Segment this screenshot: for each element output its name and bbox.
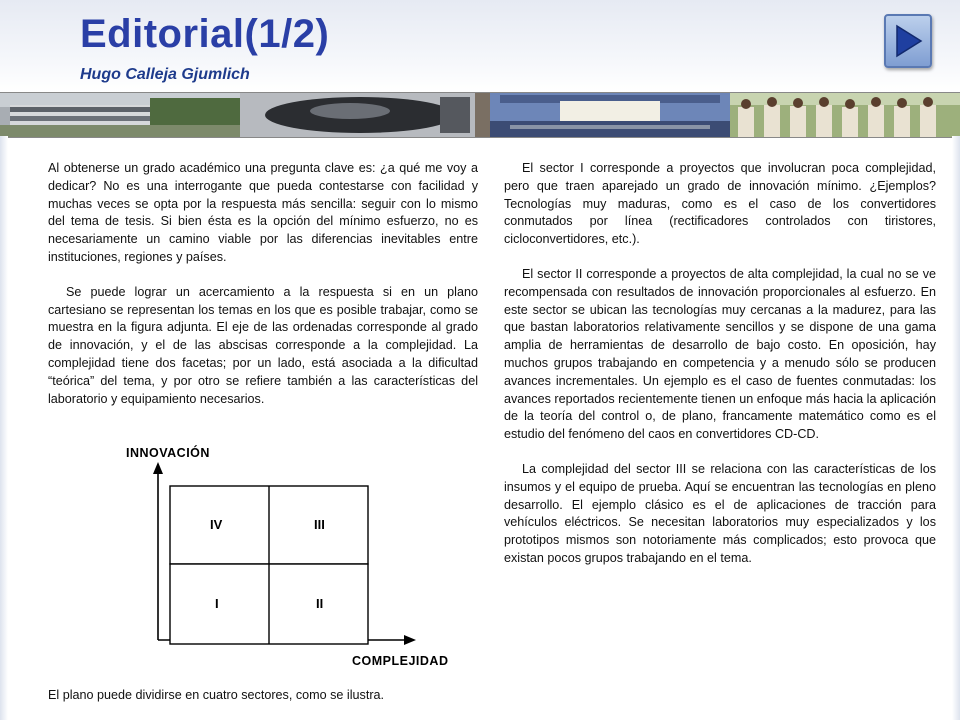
group-photo [730,93,960,137]
y-axis-label: INNOVACIÓN [126,446,210,460]
quadrant-ii: II [316,596,324,611]
right-page-shade [952,136,960,720]
right-column [504,160,936,568]
next-slide-button[interactable] [884,14,932,68]
innovation-complexity-diagram [110,444,470,674]
left-column [48,160,478,408]
quadrant-iv: IV [210,517,223,532]
quadrant-iii: III [314,517,325,532]
quadrant-i: I [215,596,219,611]
sector-i-paragraph: El sector I corresponde a proyectos que involucran poca complejidad, pero que traen aparejado un grado de innovación mínimo. ¿Ejemplos? Tecnologías muy maduras, como es el caso de los convertidores conmutados por línea (rectificadores controlados con tiristores, cicloconvertidores, etc.). [504,161,936,247]
sector-ii-paragraph: El sector II corresponde a proyectos de alta complejidad, la cual no se ve recompensada con resultados de innovación proporcionales al esfuerzo. En este sector se ubican las tecnologías muy cercanas a la madurez, para las que bastan laboratorios relativamente sencillos y se dispone de una gama amplia de herramientas de desarrollo de bajo costo. En oposición, hay muchos grupos trabajando en competencia y a menudo sólo se producen avances incrementales. Un ejemplo es el caso de fuentes conmutadas: los avances reportados recientemente tienen un enfoque más hacia la aplicación de la teoría del control o, de plano, francamente matemático como es el estudio del fenómeno del caos en convertidores CD-CD. [504,266,936,442]
campus-building-photo [0,93,240,137]
x-axis-label: COMPLEJIDAD [352,654,449,668]
left-page-shade [0,136,8,720]
diagram-caption: El plano puede dividirse en cuatro sectores, como se ilustra. [48,688,385,702]
play-arrow-icon [893,24,923,58]
lab-equipment-photo [240,93,490,137]
x-axis-arrowhead [404,635,416,645]
photo-banner [0,92,960,138]
intro-paragraph: Al obtenerse un grado académico una pregunta clave es: ¿a qué me voy a dedicar? No es una interrogante que pueda contestarse con facilidad y muchas veces se opta por la respuesta más sencilla: seguir con lo mismo del tema de tesis. Si bien ésta es la opción del mínimo esfuerzo, no es necesariamente un camino viable por las diferencias inevitables entre instituciones, regiones y países. [48,161,478,264]
y-axis-arrowhead [153,462,163,474]
quadrant-grid [110,444,470,674]
page-title: Editorial(1/2) [80,12,330,56]
sector-iii-paragraph: La complejidad del sector III se relaciona con las características de los insumos y el equipo de prueba. Aquí se encuentran las tecnologías en pleno desarrollo. El ejemplo clásico es el de aplicaciones de tracción para vehículos eléctricos. Se necesitan laboratorios muy especializados y los prototipos mismos son notoriamente más complicados; esto provoca que existan pocos grupos trabajando en el tema. [504,461,936,565]
cartesian-paragraph: Se puede lograr un acercamiento a la respuesta si en un plano cartesiano se representan los temas en los que es posible trabajar, como se muestra en la figura adjunta. El eje de las ordenadas corresponde al grado de innovación, y el de las abscisas corresponde a la complejidad. La complejidad tiene dos facetas; por un lado, está asociada a la dificultad “teórica” del tema, y por otro se refiere también a las características del laboratorio y equipamiento necesarios. [48,284,478,406]
author-name: Hugo Calleja Gjumlich [80,66,250,83]
lecture-hall-photo [490,93,730,137]
